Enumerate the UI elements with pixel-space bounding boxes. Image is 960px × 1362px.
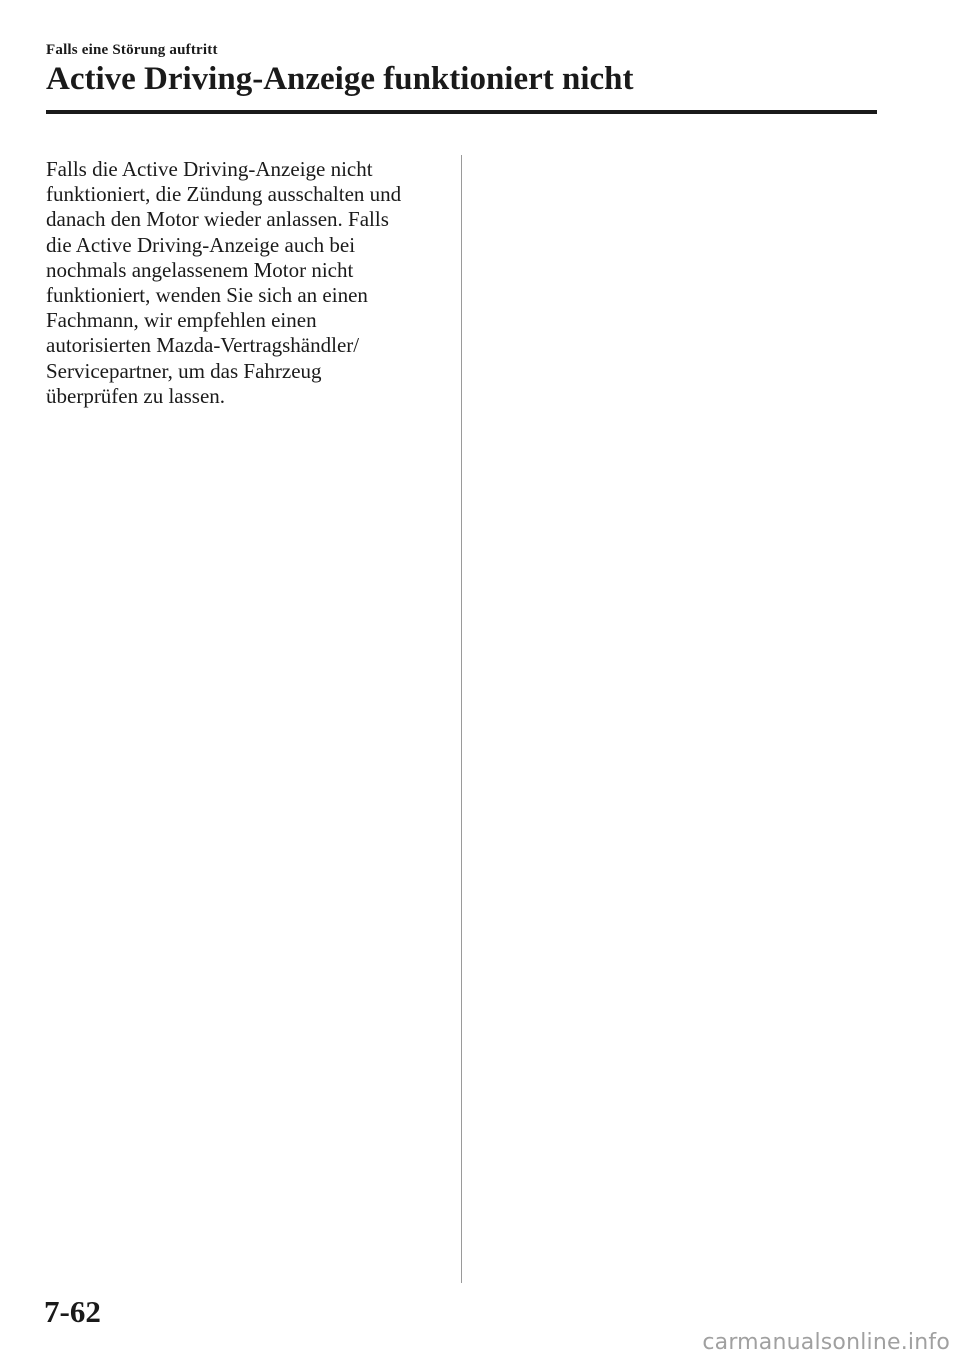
section-label: Falls eine Störung auftritt: [46, 42, 218, 58]
body-paragraph: [46, 157, 446, 409]
watermark-text: carmanualsonline.info: [702, 1330, 950, 1355]
body-line: Servicepartner, um das Fahrzeug: [46, 358, 322, 383]
body-line: funktioniert, wenden Sie sich an einen: [46, 283, 368, 308]
body-line: autorisierten Mazda-Vertragshändler/: [46, 333, 360, 358]
title-rule: [46, 110, 877, 114]
body-line: danach den Motor wieder anlassen. Falls: [46, 207, 389, 232]
column-divider: [461, 155, 462, 1283]
body-line: nochmals angelassenem Motor nicht: [46, 257, 354, 282]
body-line: Fachmann, wir empfehlen einen: [46, 308, 317, 333]
body-line: funktioniert, die Zündung ausschalten und: [46, 182, 402, 207]
page-number: 7-62: [44, 1294, 101, 1329]
body-line: überprüfen zu lassen.: [46, 383, 226, 408]
page-title: Active Driving-Anzeige funktioniert nicht: [46, 61, 634, 97]
body-line: die Active Driving-Anzeige auch bei: [46, 232, 356, 257]
body-line: Falls die Active Driving-Anzeige nicht: [46, 157, 373, 181]
